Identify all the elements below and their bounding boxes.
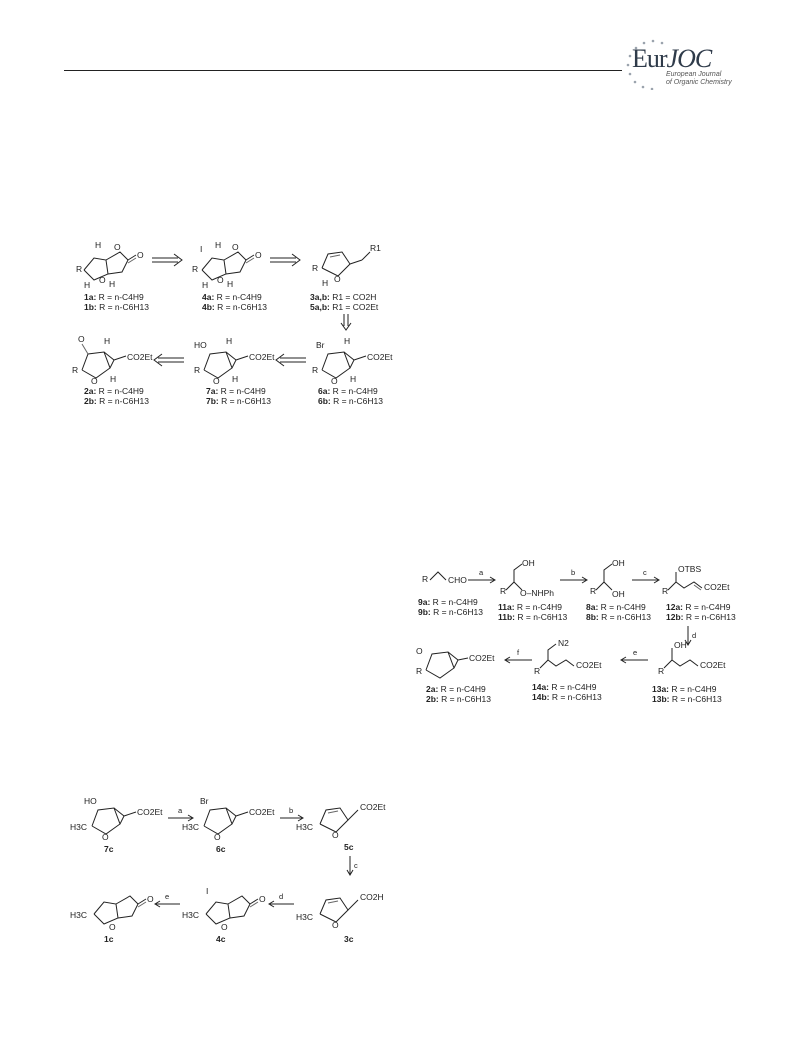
svg-text:R: R — [72, 365, 79, 375]
svg-text:N2: N2 — [558, 638, 569, 648]
structure-8 — [590, 558, 625, 599]
svg-text:7a: R = n-C4H9: 7a: R = n-C4H9 — [206, 386, 266, 396]
svg-text:7b: R = n-C6H13: 7b: R = n-C6H13 — [206, 396, 271, 406]
svg-text:O–NHPh: O–NHPh — [520, 588, 555, 598]
svg-text:d: d — [692, 631, 697, 640]
svg-text:CO2H: CO2H — [360, 892, 384, 902]
journal-subtitle-line2: of Organic Chemistry — [666, 79, 732, 86]
svg-text:O: O — [332, 920, 339, 930]
svg-text:1c: 1c — [104, 934, 114, 944]
svg-text:H: H — [104, 336, 111, 346]
svg-text:b: b — [289, 806, 294, 815]
svg-text:e: e — [165, 892, 170, 901]
svg-text:O: O — [214, 832, 221, 842]
svg-text:HO: HO — [194, 340, 207, 350]
step-arrow-b — [280, 806, 303, 821]
svg-text:R: R — [590, 586, 597, 596]
svg-text:H3C: H3C — [70, 910, 88, 920]
svg-text:O: O — [147, 894, 154, 904]
svg-text:H: H — [226, 336, 233, 346]
svg-text:R: R — [422, 574, 429, 584]
svg-text:O: O — [221, 922, 228, 932]
svg-text:f: f — [517, 648, 520, 657]
svg-text:CO2Et: CO2Et — [576, 660, 602, 670]
svg-text:d: d — [279, 892, 284, 901]
scheme-synthesis-1c — [64, 790, 394, 960]
svg-text:O: O — [331, 376, 338, 386]
svg-text:13a: R = n-C4H9: 13a: R = n-C4H9 — [652, 684, 717, 694]
structure-1 — [76, 240, 144, 290]
svg-text:O: O — [102, 832, 109, 842]
svg-text:R: R — [658, 666, 665, 676]
svg-text:O: O — [232, 242, 239, 252]
svg-text:3a,b: R1 = CO2H: 3a,b: R1 = CO2H — [310, 292, 377, 302]
svg-text:CO2Et: CO2Et — [360, 802, 386, 812]
structure-6c — [182, 796, 275, 842]
svg-text:9a: R = n-C4H9: 9a: R = n-C4H9 — [418, 597, 478, 607]
step-arrow-c — [632, 568, 659, 583]
svg-text:14b: R = n-C6H13: 14b: R = n-C6H13 — [532, 692, 602, 702]
svg-text:2a: R = n-C4H9: 2a: R = n-C4H9 — [426, 684, 486, 694]
scheme-retrosynthesis — [64, 230, 394, 405]
scheme-synthesis-2 — [400, 558, 736, 710]
svg-text:R1: R1 — [370, 243, 381, 253]
svg-text:CO2Et: CO2Et — [137, 807, 163, 817]
retro-arrow-1 — [152, 254, 182, 266]
retro-arrow-down — [341, 314, 351, 330]
step-arrow-a — [168, 806, 193, 821]
svg-text:13b: R = n-C6H13: 13b: R = n-C6H13 — [652, 694, 722, 704]
svg-text:H: H — [232, 374, 239, 384]
step-arrow-a — [468, 568, 495, 583]
structure-9 — [422, 572, 467, 585]
svg-text:O: O — [78, 334, 85, 344]
step-arrow-e — [621, 648, 648, 663]
svg-text:H: H — [344, 336, 351, 346]
structure-7c — [70, 796, 163, 842]
structure-14 — [534, 638, 602, 676]
svg-text:CO2Et: CO2Et — [127, 352, 153, 362]
retro-arrow-2 — [270, 254, 300, 266]
svg-text:O: O — [416, 646, 423, 656]
structure-4c — [182, 886, 266, 932]
svg-text:O: O — [217, 275, 224, 285]
svg-text:a: a — [178, 806, 183, 815]
svg-text:OH: OH — [612, 558, 625, 568]
retro-arrow-4 — [276, 354, 306, 366]
svg-text:OH: OH — [674, 640, 687, 650]
svg-text:CO2Et: CO2Et — [249, 352, 275, 362]
structure-11 — [500, 558, 554, 598]
svg-text:H3C: H3C — [296, 822, 314, 832]
step-arrow-e — [155, 892, 180, 907]
structure-2-final — [416, 646, 495, 678]
structure-4 — [192, 240, 262, 290]
structure-6 — [312, 336, 393, 386]
svg-text:H3C: H3C — [296, 912, 314, 922]
structure-1c — [70, 894, 154, 932]
svg-text:O: O — [259, 894, 266, 904]
svg-text:9b: R = n-C6H13: 9b: R = n-C6H13 — [418, 607, 483, 617]
svg-text:O: O — [99, 275, 106, 285]
svg-text:1a: R = n-C4H9: 1a: R = n-C4H9 — [84, 292, 144, 302]
svg-text:8a: R = n-C4H9: 8a: R = n-C4H9 — [586, 602, 646, 612]
svg-text:6b: R = n-C6H13: 6b: R = n-C6H13 — [318, 396, 383, 406]
svg-text:OTBS: OTBS — [678, 564, 702, 574]
svg-text:O: O — [114, 242, 121, 252]
svg-text:OH: OH — [522, 558, 535, 568]
svg-text:4c: 4c — [216, 934, 226, 944]
svg-text:CO2Et: CO2Et — [367, 352, 393, 362]
svg-text:H3C: H3C — [182, 910, 200, 920]
svg-text:R: R — [194, 365, 201, 375]
svg-text:H: H — [109, 279, 116, 289]
journal-brand: EurJOC — [632, 44, 712, 73]
svg-text:H: H — [202, 280, 209, 290]
svg-text:6a: R = n-C4H9: 6a: R = n-C4H9 — [318, 386, 378, 396]
svg-text:c: c — [354, 861, 358, 870]
svg-text:O: O — [91, 376, 98, 386]
header-rule — [64, 70, 622, 71]
svg-text:R: R — [534, 666, 541, 676]
svg-text:e: e — [633, 648, 638, 657]
svg-text:O: O — [334, 274, 341, 284]
svg-text:H: H — [227, 279, 234, 289]
svg-text:H3C: H3C — [70, 822, 88, 832]
svg-text:a: a — [479, 568, 484, 577]
svg-text:Br: Br — [316, 340, 325, 350]
svg-text:2a: R = n-C4H9: 2a: R = n-C4H9 — [84, 386, 144, 396]
svg-text:R: R — [416, 666, 423, 676]
svg-text:O: O — [137, 250, 144, 260]
structure-3c — [296, 892, 384, 930]
svg-text:I: I — [200, 244, 203, 254]
svg-text:14a: R = n-C4H9: 14a: R = n-C4H9 — [532, 682, 597, 692]
svg-text:O: O — [213, 376, 220, 386]
svg-text:R: R — [76, 264, 83, 274]
svg-text:CO2Et: CO2Et — [249, 807, 275, 817]
svg-text:c: c — [643, 568, 647, 577]
svg-text:HO: HO — [84, 796, 97, 806]
svg-text:O: O — [255, 250, 262, 260]
structure-7 — [194, 336, 275, 386]
svg-text:H3C: H3C — [182, 822, 200, 832]
svg-text:R: R — [312, 365, 319, 375]
svg-text:8b: R = n-C6H13: 8b: R = n-C6H13 — [586, 612, 651, 622]
structure-2 — [72, 334, 153, 386]
structure-5c — [296, 802, 386, 840]
svg-text:b: b — [571, 568, 576, 577]
svg-text:CHO: CHO — [448, 575, 467, 585]
step-arrow-d — [269, 892, 294, 907]
structure-3-5 — [312, 243, 381, 288]
structure-13 — [658, 640, 726, 676]
svg-text:H: H — [95, 240, 102, 250]
step-arrow-c — [347, 856, 358, 875]
svg-text:2b: R = n-C6H13: 2b: R = n-C6H13 — [426, 694, 491, 704]
svg-text:7c: 7c — [104, 844, 114, 854]
svg-text:12a: R = n-C4H9: 12a: R = n-C4H9 — [666, 602, 731, 612]
svg-text:5a,b: R1 = CO2Et: 5a,b: R1 = CO2Et — [310, 302, 379, 312]
svg-text:5c: 5c — [344, 842, 354, 852]
svg-text:CO2Et: CO2Et — [704, 582, 730, 592]
svg-text:R: R — [662, 586, 669, 596]
svg-text:H: H — [322, 278, 329, 288]
svg-text:4b: R = n-C6H13: 4b: R = n-C6H13 — [202, 302, 267, 312]
svg-text:11b: R = n-C6H13: 11b: R = n-C6H13 — [498, 612, 568, 622]
svg-text:H: H — [350, 374, 357, 384]
svg-text:R: R — [312, 263, 319, 273]
svg-text:2b: R = n-C6H13: 2b: R = n-C6H13 — [84, 396, 149, 406]
svg-text:CO2Et: CO2Et — [469, 653, 495, 663]
svg-text:R: R — [192, 264, 199, 274]
svg-text:I: I — [206, 886, 209, 896]
svg-text:1b: R = n-C6H13: 1b: R = n-C6H13 — [84, 302, 149, 312]
journal-subtitle-line1: European Journal — [666, 71, 722, 78]
svg-text:H: H — [215, 240, 222, 250]
svg-text:4a: R = n-C4H9: 4a: R = n-C4H9 — [202, 292, 262, 302]
svg-text:H: H — [84, 280, 91, 290]
step-arrow-f — [505, 648, 532, 663]
journal-logo — [622, 38, 742, 90]
svg-text:6c: 6c — [216, 844, 226, 854]
svg-text:Br: Br — [200, 796, 209, 806]
svg-text:11a: R = n-C4H9: 11a: R = n-C4H9 — [498, 602, 563, 612]
svg-text:O: O — [109, 922, 116, 932]
structure-12 — [662, 564, 730, 596]
retro-arrow-3 — [154, 354, 184, 366]
svg-text:OH: OH — [612, 589, 625, 599]
svg-text:H: H — [110, 374, 117, 384]
svg-text:O: O — [332, 830, 339, 840]
svg-text:12b: R = n-C6H13: 12b: R = n-C6H13 — [666, 612, 736, 622]
step-arrow-b — [560, 568, 587, 583]
svg-text:3c: 3c — [344, 934, 354, 944]
svg-text:R: R — [500, 586, 507, 596]
svg-text:CO2Et: CO2Et — [700, 660, 726, 670]
